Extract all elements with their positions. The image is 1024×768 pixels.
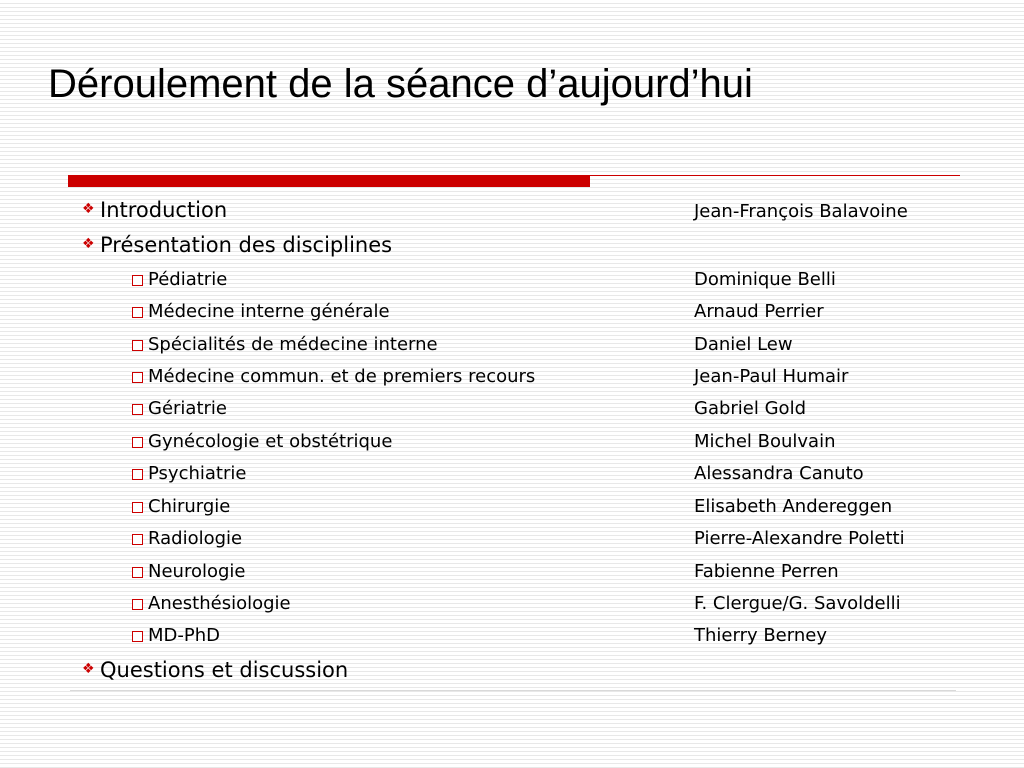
discipline-label: MD-PhD	[148, 625, 221, 646]
diamond-bullet-icon: ❖	[82, 236, 95, 252]
square-bullet-icon	[132, 307, 143, 318]
discipline-item	[0, 365, 1024, 393]
agenda-item-questions	[0, 658, 1024, 686]
diamond-bullet-icon: ❖	[82, 661, 95, 677]
discipline-speaker: Gabriel Gold	[694, 398, 806, 419]
slide-title: Déroulement de la séance d’aujourd’hui	[48, 62, 753, 106]
discipline-label: Radiologie	[148, 528, 243, 549]
discipline-item	[0, 268, 1024, 296]
discipline-speaker: Dominique Belli	[694, 269, 836, 290]
square-bullet-icon	[132, 275, 143, 286]
discipline-label: Médecine interne générale	[148, 301, 390, 322]
square-bullet-icon	[132, 599, 143, 610]
discipline-label: Gynécologie et obstétrique	[148, 431, 393, 452]
discipline-item	[0, 462, 1024, 490]
agenda-item-label: Introduction	[100, 198, 228, 222]
discipline-item	[0, 495, 1024, 523]
bottom-divider	[70, 690, 956, 691]
discipline-label: Chirurgie	[148, 496, 231, 517]
square-bullet-icon	[132, 437, 143, 448]
square-bullet-icon	[132, 534, 143, 545]
agenda-item-label: Questions et discussion	[100, 658, 349, 682]
discipline-speaker: Pierre-Alexandre Poletti	[694, 528, 905, 549]
discipline-label: Neurologie	[148, 561, 246, 582]
discipline-speaker: Thierry Berney	[694, 625, 827, 646]
discipline-speaker: Arnaud Perrier	[694, 301, 824, 322]
square-bullet-icon	[132, 469, 143, 480]
title-underline-accent	[68, 175, 590, 187]
discipline-item	[0, 527, 1024, 555]
discipline-speaker: Alessandra Canuto	[694, 463, 864, 484]
agenda-item-speaker: Jean-François Balavoine	[694, 201, 908, 222]
agenda-item-label: Présentation des disciplines	[100, 233, 393, 257]
discipline-speaker: Jean-Paul Humair	[694, 366, 849, 387]
discipline-speaker: Daniel Lew	[694, 334, 793, 355]
discipline-item	[0, 333, 1024, 361]
discipline-speaker: Fabienne Perren	[694, 561, 839, 582]
discipline-speaker: Michel Boulvain	[694, 431, 836, 452]
square-bullet-icon	[132, 372, 143, 383]
discipline-label: Psychiatrie	[148, 463, 247, 484]
discipline-label: Spécialités de médecine interne	[148, 334, 438, 355]
discipline-item	[0, 300, 1024, 328]
discipline-speaker: F. Clergue/G. Savoldelli	[694, 593, 901, 614]
discipline-item	[0, 624, 1024, 652]
square-bullet-icon	[132, 404, 143, 415]
diamond-bullet-icon: ❖	[82, 201, 95, 217]
discipline-speaker: Elisabeth Andereggen	[694, 496, 893, 517]
discipline-item	[0, 397, 1024, 425]
agenda-item-introduction	[0, 198, 1024, 226]
discipline-label: Pédiatrie	[148, 269, 228, 290]
discipline-label: Gériatrie	[148, 398, 227, 419]
title-underline-thin	[590, 175, 960, 176]
square-bullet-icon	[132, 340, 143, 351]
discipline-label: Anesthésiologie	[148, 593, 291, 614]
discipline-label: Médecine commun. et de premiers recours	[148, 366, 536, 387]
square-bullet-icon	[132, 502, 143, 513]
discipline-item	[0, 592, 1024, 620]
agenda-item-disciplines	[0, 233, 1024, 261]
square-bullet-icon	[132, 631, 143, 642]
discipline-item	[0, 560, 1024, 588]
discipline-item	[0, 430, 1024, 458]
square-bullet-icon	[132, 567, 143, 578]
